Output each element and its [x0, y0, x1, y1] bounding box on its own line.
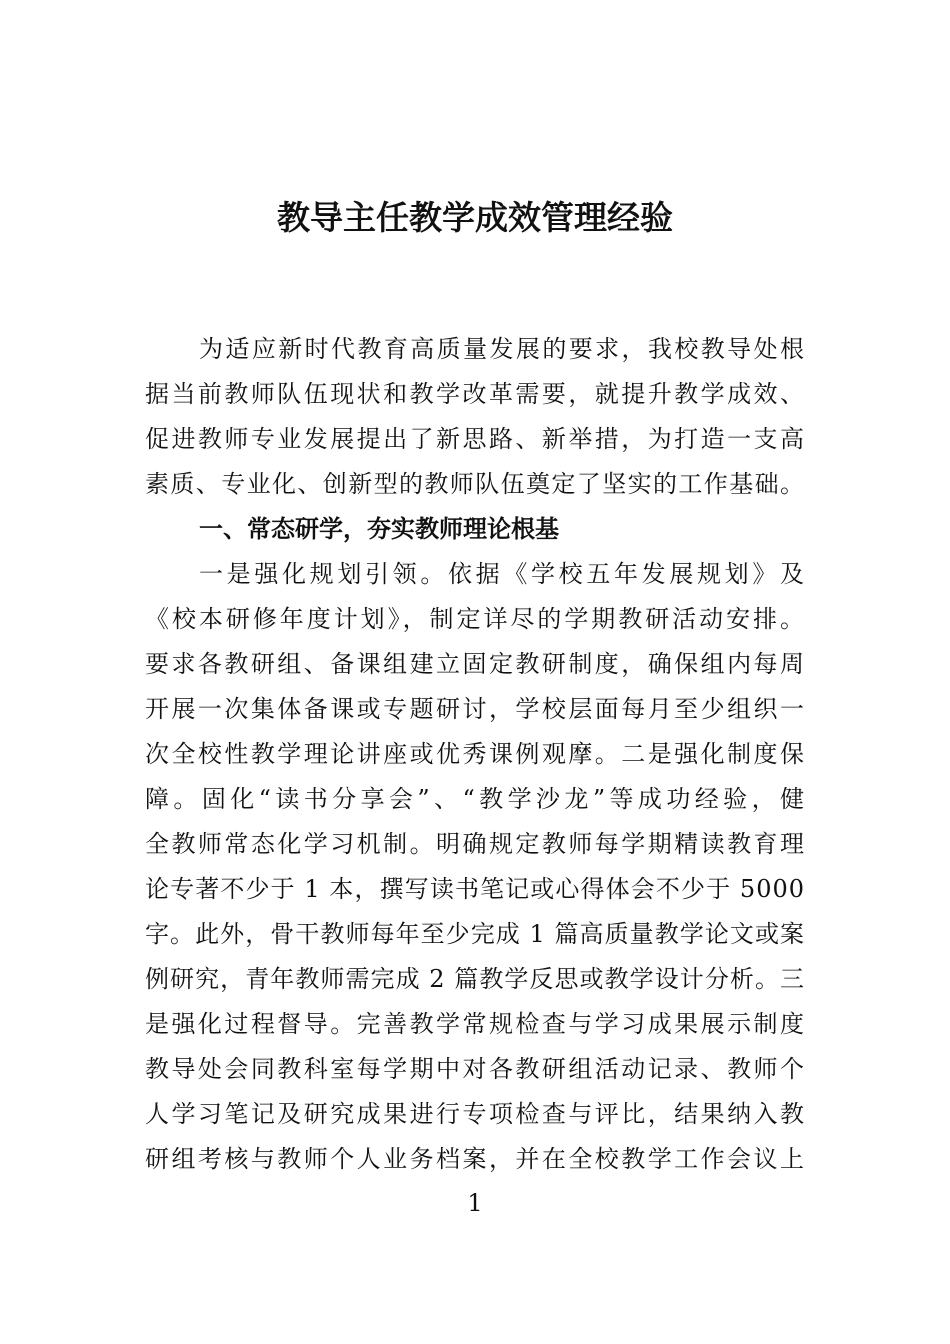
intro-line: 据当前教师队伍现状和教学改革需要，就提升教学成效、 [145, 380, 805, 408]
paragraph-line: 全教师常态化学习机制。明确规定教师每学期精读教育理 [145, 830, 805, 858]
paragraph-line: 开展一次集体备课或专题研讨，学校层面每月至少组织一 [145, 695, 805, 723]
paragraph-line: 次全校性教学理论讲座或优秀课例观摩。二是强化制度保 [145, 740, 805, 768]
paragraph-line: 研组考核与教师个人业务档案，并在全校教学工作会议上 [145, 1145, 805, 1173]
paragraph-line: 教导处会同教科室每学期中对各教研组活动记录、教师个 [145, 1055, 805, 1083]
page-number: 1 [467, 1189, 483, 1217]
document-title: 教导主任教学成效管理经验 [277, 198, 673, 237]
paragraph-line: 论专著不少于 1 本，撰写读书笔记或心得体会不少于 5000 [145, 875, 805, 903]
document-body [145, 327, 805, 1182]
section-heading: 一、常态研学，夯实教师理论根基 [199, 515, 559, 543]
paragraph-line: 一是强化规划引领。依据《学校五年发展规划》及 [199, 560, 805, 588]
paragraph-line: 是强化过程督导。完善教学常规检查与学习成果展示制度 [145, 1010, 805, 1038]
intro-line: 为适应新时代教育高质量发展的要求，我校教导处根 [199, 335, 805, 363]
paragraph-line: 例研究，青年教师需完成 2 篇教学反思或教学设计分析。三 [145, 965, 805, 993]
paragraph-line: 障。固化“读书分享会”、“教学沙龙”等成功经验，健 [145, 785, 805, 813]
paragraph-line: 《校本研修年度计划》，制定详尽的学期教研活动安排。 [145, 605, 805, 633]
paragraph-line: 字。此外，骨干教师每年至少完成 1 篇高质量教学论文或案 [145, 920, 805, 948]
paragraph-line: 人学习笔记及研究成果进行专项检查与评比，结果纳入教 [145, 1100, 805, 1128]
intro-line: 素质、专业化、创新型的教师队伍奠定了坚实的工作基础。 [145, 470, 805, 498]
paragraph-line: 要求各教研组、备课组建立固定教研制度，确保组内每周 [145, 650, 805, 678]
intro-line: 促进教师专业发展提出了新思路、新举措，为打造一支高 [145, 425, 805, 453]
